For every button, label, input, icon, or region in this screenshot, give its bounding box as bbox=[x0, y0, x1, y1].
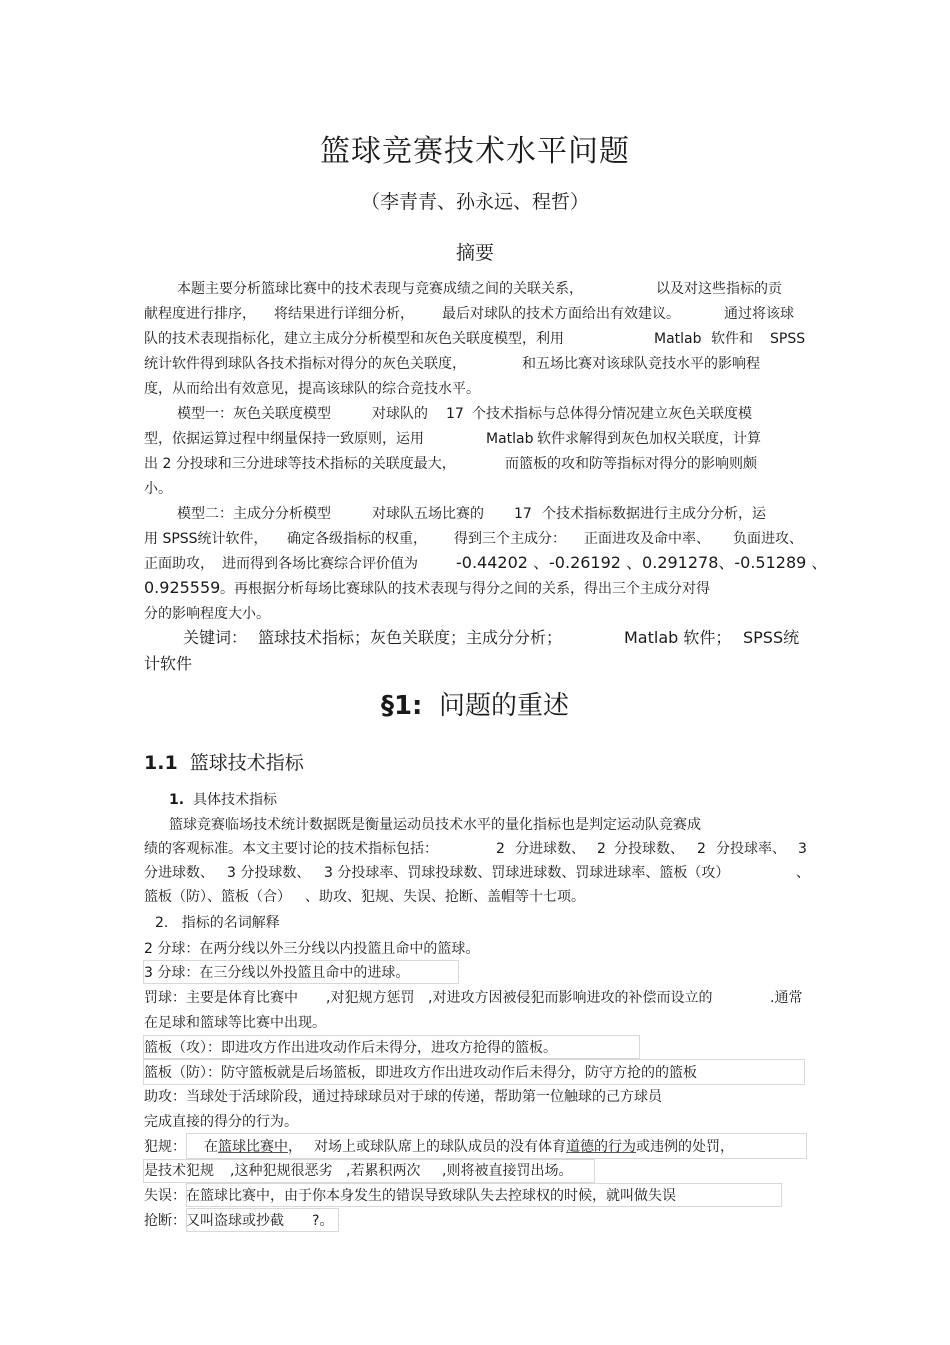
sub-1-heading bbox=[169, 791, 277, 809]
sub-1-text-l3b: 3 分投球数、 bbox=[227, 865, 311, 881]
def-foul-comma: ， bbox=[288, 1139, 302, 1155]
abstract-p3-l5: 分的影响程度大小。 bbox=[144, 606, 270, 622]
abstract-p1-l2b: 将结果进行详细分析， bbox=[274, 306, 414, 322]
def-assist-l1: 助攻：当球处于活球阶段，通过持球球员对于球的传递，帮助第一位触球的己方球员 bbox=[144, 1089, 662, 1105]
def-free-throw-a: 罚球：主要是体育比赛中 bbox=[144, 990, 298, 1006]
abstract-p3-l1c: 17 bbox=[514, 506, 532, 522]
sub-1-text-l2c: 分进球数、 bbox=[515, 841, 585, 857]
abstract-p2-l1b: 对球队的 bbox=[372, 406, 428, 422]
page-title: 篮球竞赛技术水平问题 bbox=[320, 134, 630, 169]
abstract-p2-l3b: 而篮板的攻和防等指标对得分的影响则颇 bbox=[505, 456, 757, 472]
abstract-p1-l3b: Matlab bbox=[654, 331, 702, 347]
abstract-p2-l3a: 出 2 分投球和三分进球等技术指标的关联度最大， bbox=[144, 456, 456, 472]
abstract-p1-l2a: 献程度进行排序， bbox=[144, 306, 256, 322]
def-three-point: 3 分球：在三分线以外投篮且命中的进球。 bbox=[144, 965, 410, 981]
abstract-p1-l1b: 以及对这些指标的贡 bbox=[656, 281, 782, 297]
abstract-p1-l1a: 本题主要分析篮球比赛中的技术表现与竞赛成绩之间的关联关系， bbox=[177, 281, 583, 297]
abstract-p3-l1b: 对球队五场比赛的 bbox=[372, 506, 484, 522]
def-steal-b: ?。 bbox=[312, 1213, 334, 1229]
sub-1-text-l2e: 分投球数、 bbox=[614, 841, 684, 857]
abstract-p1-l3a: 队的技术表现指标化，建立主成分分析模型和灰色关联度模型，利用 bbox=[144, 331, 564, 347]
sub-1-text-l3d: 、 bbox=[796, 865, 810, 881]
sub-1-text-l4b: 、助攻、犯规、失误、抢断、盖帽等十七项。 bbox=[305, 889, 585, 905]
sub-1-title: 具体技术指标 bbox=[192, 792, 277, 808]
keywords-cont: 计软件 bbox=[144, 654, 193, 673]
def-free-throw-c: ,对进攻方因被侵犯而影响进攻的补偿而设立的 bbox=[428, 990, 713, 1006]
def-assist-l2: 完成直接的得分的行为。 bbox=[144, 1114, 298, 1130]
def-foul-text-b: 或违例的处罚， bbox=[636, 1139, 734, 1155]
def-off-rebound: 篮板（攻）：即进攻方作出进攻动作后未得分，进攻方抢得的篮板。 bbox=[144, 1040, 557, 1056]
def-foul-l1 bbox=[144, 1138, 734, 1156]
def-foul-label: 犯规： bbox=[144, 1139, 186, 1155]
abstract-p1-l2c: 最后对球队的技术方面给出有效建议。 bbox=[442, 306, 680, 322]
keywords-label: 关键词： bbox=[183, 628, 248, 647]
section-1-heading bbox=[0, 688, 950, 724]
def-def-rebound: 篮板（防）：防守篮板就是后场篮板，即进攻方作出进攻动作后未得分，防守方抢的的篮板 bbox=[144, 1065, 697, 1081]
def-foul-link-ethics[interactable]: 道德的行为 bbox=[566, 1139, 636, 1155]
authors: （李青青、孙永远、程哲） bbox=[360, 191, 589, 213]
def-foul-link-game[interactable]: 篮球比赛中 bbox=[218, 1139, 288, 1155]
abstract-p2-l2a: 型，依据运算过程中纲量保持一致原则，运用 bbox=[144, 431, 424, 447]
sub-1-text-l1: 篮球竞赛临场技术统计数据既是衡量运动员技术水平的量化指标也是判定运动队竞赛成 bbox=[169, 817, 701, 833]
abstract-p2-l2b: Matlab bbox=[486, 431, 534, 447]
sub-1-text-l3a: 分进球数、 bbox=[144, 865, 214, 881]
sub-1-text-l2h: 3 bbox=[798, 841, 807, 857]
section-1-label: §1: bbox=[380, 691, 423, 721]
abstract-p3-l1a: 模型二：主成分分析模型 bbox=[177, 506, 331, 522]
def-foul-in: 在 bbox=[204, 1139, 218, 1155]
abstract-p3-l2a: 用 SPSS统计软件， bbox=[144, 531, 268, 547]
def-steal-a: 抢断：又叫盗球或抄截 bbox=[144, 1213, 284, 1229]
def-two-point: 2 分球：在两分线以外三分线以内投篮且命中的篮球。 bbox=[144, 941, 480, 957]
sub-1-text-l2f: 2 bbox=[697, 841, 706, 857]
abstract-p1-l3c: 软件和 bbox=[711, 331, 753, 347]
def-foul-l2b: ,这种犯规很恶劣 bbox=[230, 1163, 333, 1179]
abstract-p3-l4b: 。再根据分析每场比赛球队的技术表现与得分之间的关系，得出三个主成分对得 bbox=[220, 581, 710, 597]
def-free-throw-b: ,对犯规方惩罚 bbox=[326, 990, 415, 1006]
def-foul-l2a: 是技术犯规 bbox=[144, 1163, 214, 1179]
abstract-p1-l2d: 通过将该球 bbox=[724, 306, 794, 322]
sub-2-title: 指标的名词解释 bbox=[181, 915, 280, 931]
section-1-1-heading bbox=[144, 750, 304, 776]
sub-2-heading bbox=[155, 914, 280, 932]
sub-1-text-l3c: 3 分投球率、罚球投球数、罚球进球数、罚球进球率、篮板（攻） bbox=[324, 865, 730, 881]
abstract-p2-l2c: 软件求解得到灰色加权关联度，计算 bbox=[537, 431, 761, 447]
def-foul-text: 对场上或球队席上的球队成员的没有体育 bbox=[314, 1139, 566, 1155]
sub-1-text-l2d: 2 bbox=[597, 841, 606, 857]
abstract-p3-l3b: 进而得到各场比赛综合评价值为 bbox=[222, 556, 418, 572]
abstract-p2-l4: 小。 bbox=[144, 481, 172, 497]
abstract-p3-values: -0.44202 、-0.26192 、0.291278、-0.51289 、 bbox=[456, 553, 828, 572]
def-foul-l2c: ,若累积两次 bbox=[346, 1163, 421, 1179]
sub-1-num: 1. bbox=[169, 792, 185, 808]
abstract-p3-l2c: 得到三个主成分： bbox=[454, 531, 566, 547]
def-free-throw-e: 在足球和篮球等比赛中出现。 bbox=[144, 1015, 326, 1031]
abstract-p3-l1d: 个技术指标数据进行主成分分析，运 bbox=[542, 506, 766, 522]
section-1-1-num: 1.1 bbox=[144, 752, 178, 774]
abstract-p1-l3d: SPSS bbox=[770, 331, 806, 347]
keywords-list: 篮球技术指标；灰色关联度；主成分分析； bbox=[258, 628, 563, 647]
sub-1-text-l2g: 分投球率、 bbox=[716, 841, 786, 857]
abstract-p3-l3a: 正面助攻， bbox=[144, 556, 214, 572]
abstract-p1-l4a: 统计软件得到球队各技术指标对得分的灰色关联度， bbox=[144, 356, 466, 372]
section-1-title: 问题的重述 bbox=[439, 691, 570, 721]
abstract-p3-l2d: 正面进攻及命中率、 bbox=[584, 531, 710, 547]
def-free-throw-d: .通常 bbox=[770, 990, 803, 1006]
abstract-p1-l4b: 和五场比赛对该球队竞技水平的影响程 bbox=[522, 356, 760, 372]
keywords-spss: SPSS统 bbox=[743, 628, 800, 647]
abstract-p3-l2b: 确定各级指标的权重， bbox=[287, 531, 427, 547]
sub-1-text-l2a: 绩的客观标准。本文主要讨论的技术指标包括： bbox=[144, 841, 438, 857]
abstract-p2-l1c: 17 bbox=[446, 406, 464, 422]
def-foul-l2d: ,则将被直接罚出场。 bbox=[442, 1163, 573, 1179]
section-1-1-title: 篮球技术指标 bbox=[189, 752, 304, 774]
abstract-p1-l5: 度，从而给出有效意见，提高该球队的综合竞技水平。 bbox=[144, 381, 480, 397]
abstract-p3-l2e: 负面进攻、 bbox=[733, 531, 803, 547]
abstract-p2-l1a: 模型一：灰色关联度模型 bbox=[177, 406, 331, 422]
abstract-p3-value-last: 0.925559 bbox=[144, 578, 221, 597]
abstract-heading: 摘要 bbox=[455, 242, 494, 264]
sub-1-text-l2b: 2 bbox=[496, 841, 505, 857]
keywords-matlab: Matlab 软件； bbox=[624, 628, 732, 647]
def-turnover: 失误：在篮球比赛中，由于你本身发生的错误导致球队失去控球权的时候，就叫做失误 bbox=[144, 1188, 676, 1204]
sub-1-text-l4a: 篮板（防）、篮板（合） bbox=[144, 889, 291, 905]
abstract-p2-l1d: 个技术指标与总体得分情况建立灰色关联度模 bbox=[472, 406, 752, 422]
sub-2-num: 2. bbox=[155, 915, 169, 931]
